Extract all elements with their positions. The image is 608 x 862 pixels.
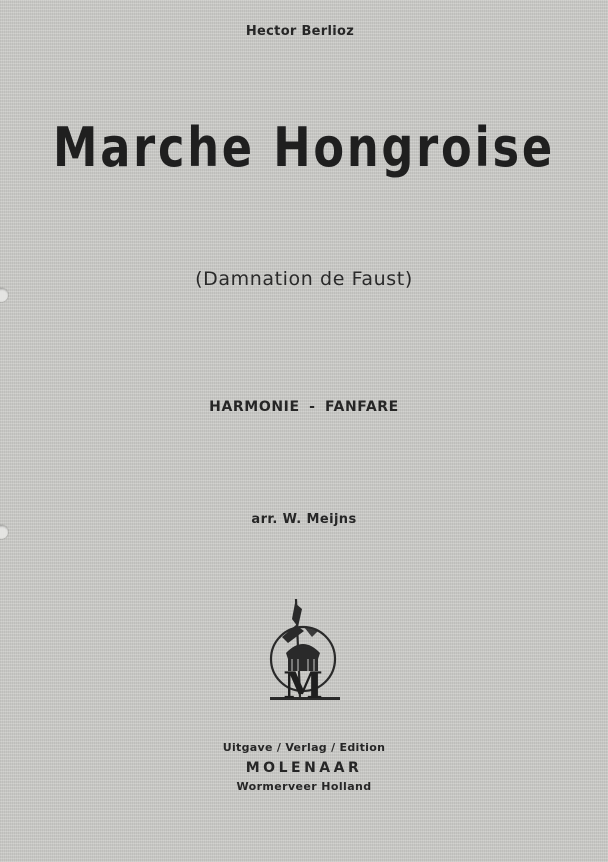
punch-hole-bottom [0, 525, 8, 539]
edition-line: Uitgave / Verlag / Edition [222, 741, 386, 754]
logo-letter: M [283, 665, 323, 707]
page-title: Marche Hongroise [52, 116, 555, 179]
logo-sail-top [292, 603, 302, 627]
arranger-credit: arr. W. Meijns [251, 512, 357, 527]
publisher-location: Wormerveer Holland [236, 780, 372, 793]
composer-name: Hector Berlioz [245, 24, 355, 39]
instrumentation-label: HARMONIE - FANFARE [209, 399, 399, 415]
punch-hole-top [0, 288, 8, 302]
logo-mill-cap [286, 644, 320, 659]
publisher-name: MOLENAAR [245, 760, 363, 776]
windmill-m-monogram-icon [262, 597, 344, 711]
page-subtitle: (Damnation de Faust) [195, 268, 413, 290]
